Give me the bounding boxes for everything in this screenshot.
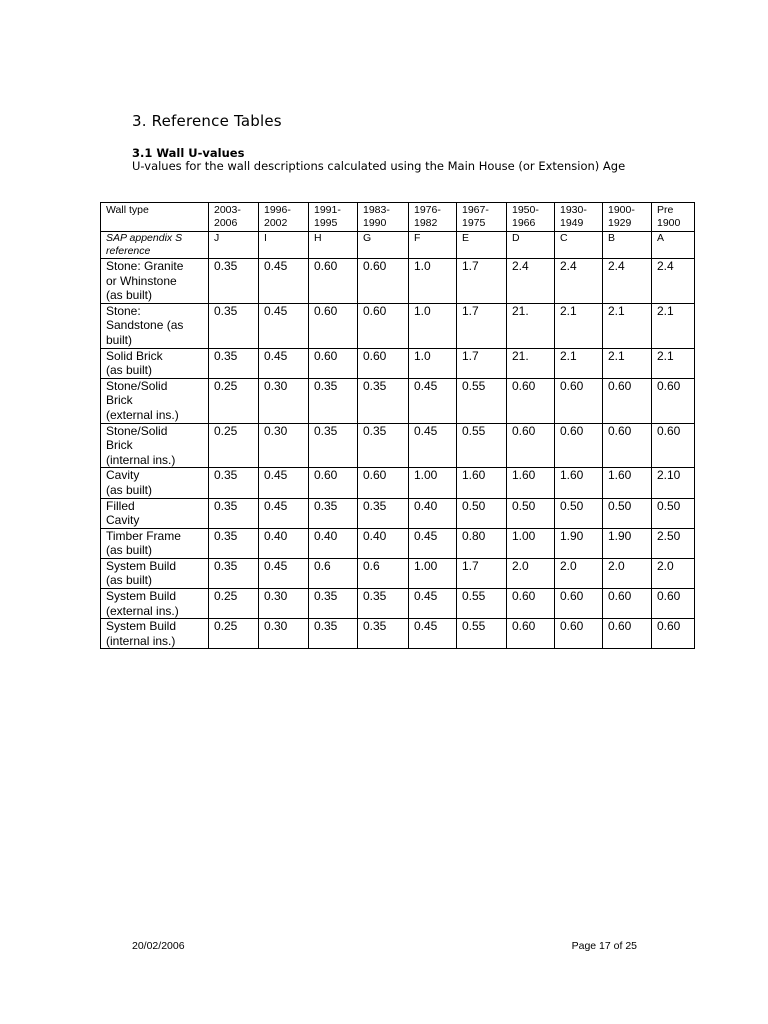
- u-value-cell: 0.60: [507, 423, 555, 468]
- u-value-cell: 0.35: [209, 303, 259, 348]
- u-value-cell: 0.80: [457, 528, 507, 558]
- header-period-line: 1900-: [608, 204, 635, 216]
- header-period-line: 1995: [314, 217, 338, 229]
- u-value-cell: 0.35: [209, 498, 259, 528]
- wall-type-label-line: Stone:: [106, 303, 141, 318]
- header-period-line: 1967-: [462, 204, 489, 216]
- wall-type-label-line: Brick: [106, 393, 133, 408]
- u-value-cell: 0.50: [652, 498, 695, 528]
- u-value-cell: 0.60: [603, 589, 652, 619]
- header-period: [652, 203, 695, 232]
- wall-type-cell: [101, 232, 209, 259]
- u-value-cell: 0.35: [209, 348, 259, 378]
- u-value-cell: 0.35: [309, 498, 358, 528]
- u-value-cell: 0.35: [309, 378, 358, 423]
- u-value-cell: 0.6: [358, 558, 409, 588]
- header-period-line: 1975: [462, 217, 486, 229]
- wall-type-cell: [101, 498, 209, 528]
- u-value-cell: 0.25: [209, 589, 259, 619]
- u-value-cell: 2.4: [652, 259, 695, 304]
- u-value-cell: 1.00: [409, 468, 457, 498]
- wall-type-cell: [101, 589, 209, 619]
- u-value-cell: 0.30: [259, 619, 309, 649]
- u-value-cell: C: [555, 232, 603, 259]
- wall-type-label-line: (as built): [106, 573, 153, 588]
- header-period-line: 2003-: [214, 204, 241, 216]
- header-period-line: 2002: [264, 217, 288, 229]
- u-value-cell: 0.30: [259, 589, 309, 619]
- header-period-line: 1949: [560, 217, 584, 229]
- u-value-cell: 1.00: [409, 558, 457, 588]
- u-value-cell: 0.35: [309, 589, 358, 619]
- u-value-cell: 2.1: [603, 303, 652, 348]
- u-value-cell: 0.35: [209, 259, 259, 304]
- u-value-cell: 2.4: [507, 259, 555, 304]
- header-period: [409, 203, 457, 232]
- u-value-cell: 2.1: [555, 348, 603, 378]
- wall-type-label-line: Filled: [106, 498, 135, 513]
- u-value-cell: 0.60: [309, 259, 358, 304]
- u-value-cell: 1.0: [409, 259, 457, 304]
- u-value-cell: 1.0: [409, 303, 457, 348]
- wall-type-label-line: (as built): [106, 288, 153, 303]
- u-value-cell: 0.35: [358, 423, 409, 468]
- u-value-cell: 0.45: [259, 303, 309, 348]
- wall-type-label-line: Cavity: [106, 513, 140, 528]
- wall-u-values-table: [100, 202, 695, 649]
- wall-type-cell: [101, 378, 209, 423]
- u-value-cell: 0.55: [457, 423, 507, 468]
- wall-type-label-line: System Build: [106, 589, 177, 604]
- wall-type-label-line: (internal ins.): [106, 633, 176, 648]
- header-period: [457, 203, 507, 232]
- u-value-cell: D: [507, 232, 555, 259]
- u-value-cell: 0.35: [309, 423, 358, 468]
- wall-type-label-line: Stone/Solid: [106, 423, 168, 438]
- u-value-cell: 0.60: [555, 378, 603, 423]
- u-value-cell: 0.60: [652, 378, 695, 423]
- wall-type-label-line: built): [106, 332, 133, 347]
- wall-type-cell: [101, 528, 209, 558]
- wall-type-cell: [101, 468, 209, 498]
- wall-type-label-line: System Build: [106, 558, 177, 573]
- u-value-cell: 0.40: [259, 528, 309, 558]
- u-value-cell: 21.: [507, 348, 555, 378]
- header-wall-type: [101, 203, 209, 232]
- wall-type-cell: [101, 348, 209, 378]
- header-period: [358, 203, 409, 232]
- u-value-cell: 0.60: [309, 348, 358, 378]
- u-value-cell: H: [309, 232, 358, 259]
- u-value-cell: 0.60: [555, 423, 603, 468]
- header-period: [555, 203, 603, 232]
- u-value-cell: 0.60: [358, 259, 409, 304]
- u-value-cell: 2.4: [555, 259, 603, 304]
- wall-type-label-line: or Whinstone: [106, 273, 177, 288]
- table-row: [101, 303, 695, 348]
- u-value-cell: 0.45: [409, 528, 457, 558]
- table-header-row: [101, 203, 695, 232]
- wall-type-label-line: reference: [106, 245, 151, 257]
- u-value-cell: 1.60: [603, 468, 652, 498]
- u-value-cell: I: [259, 232, 309, 259]
- u-value-cell: 0.55: [457, 589, 507, 619]
- u-value-cell: 0.60: [507, 378, 555, 423]
- header-period: [259, 203, 309, 232]
- u-value-cell: 1.7: [457, 259, 507, 304]
- header-period-line: 1929: [608, 217, 632, 229]
- u-value-cell: 0.30: [259, 378, 309, 423]
- u-value-cell: 0.35: [209, 528, 259, 558]
- wall-type-label-line: Stone/Solid: [106, 378, 168, 393]
- header-period-line: Pre: [657, 204, 674, 216]
- table-row: [101, 528, 695, 558]
- table-row: [101, 498, 695, 528]
- table-description: U-values for the wall descriptions calculated using the Main House (or Extension) Age: [132, 159, 626, 173]
- wall-type-label-line: (as built): [106, 543, 153, 558]
- u-value-cell: 0.60: [358, 468, 409, 498]
- table-row: [101, 589, 695, 619]
- u-value-cell: 0.60: [603, 619, 652, 649]
- u-value-cell: 0.45: [409, 619, 457, 649]
- footer-page-number: Page 17 of 25: [571, 940, 637, 952]
- header-period-line: 1900: [657, 217, 681, 229]
- u-value-cell: 0.45: [259, 558, 309, 588]
- u-value-cell: 0.55: [457, 619, 507, 649]
- table-row: [101, 378, 695, 423]
- wall-type-cell: [101, 423, 209, 468]
- u-value-cell: B: [603, 232, 652, 259]
- u-value-cell: 2.0: [507, 558, 555, 588]
- header-period-line: 1976-: [414, 204, 441, 216]
- u-value-cell: 0.60: [652, 423, 695, 468]
- u-value-cell: 0.40: [409, 498, 457, 528]
- wall-type-label-line: (external ins.): [106, 407, 179, 422]
- header-period-line: 1991-: [314, 204, 341, 216]
- u-value-cell: 0.35: [309, 619, 358, 649]
- u-value-cell: 1.60: [555, 468, 603, 498]
- u-value-cell: 2.1: [603, 348, 652, 378]
- header-period-line: 1983-: [363, 204, 390, 216]
- wall-type-label-line: Stone: Granite: [106, 259, 184, 273]
- u-value-cell: 0.60: [555, 589, 603, 619]
- u-value-cell: 0.45: [259, 468, 309, 498]
- header-period-line: 2006: [214, 217, 238, 229]
- header-wall-type-label: Wall type: [106, 204, 149, 216]
- table-row: [101, 468, 695, 498]
- u-value-cell: 0.50: [457, 498, 507, 528]
- header-period-line: 1950-: [512, 204, 539, 216]
- header-period: [309, 203, 358, 232]
- u-value-cell: 1.90: [555, 528, 603, 558]
- footer-date: 20/02/2006: [132, 940, 185, 952]
- u-value-cell: 2.0: [652, 558, 695, 588]
- header-period-line: 1990: [363, 217, 387, 229]
- section-title: 3. Reference Tables: [132, 112, 282, 130]
- wall-type-cell: [101, 303, 209, 348]
- u-value-cell: 0.25: [209, 423, 259, 468]
- u-value-cell: 0.60: [309, 468, 358, 498]
- u-value-cell: 0.60: [358, 303, 409, 348]
- u-value-cell: 0.60: [652, 619, 695, 649]
- wall-type-label-line: System Build: [106, 619, 177, 634]
- u-value-cell: A: [652, 232, 695, 259]
- u-value-cell: 2.1: [555, 303, 603, 348]
- u-value-cell: 0.45: [259, 498, 309, 528]
- wall-type-label-line: (internal ins.): [106, 452, 176, 467]
- u-value-cell: 0.50: [555, 498, 603, 528]
- u-value-cell: 0.35: [358, 589, 409, 619]
- wall-type-label-line: (as built): [106, 482, 153, 497]
- u-value-cell: 0.55: [457, 378, 507, 423]
- wall-type-cell: [101, 259, 209, 304]
- u-value-cell: 2.4: [603, 259, 652, 304]
- table-row: [101, 232, 695, 259]
- u-value-cell: 0.35: [209, 558, 259, 588]
- header-period-line: 1966: [512, 217, 536, 229]
- header-period: [507, 203, 555, 232]
- u-value-cell: 0.30: [259, 423, 309, 468]
- u-value-cell: 0.40: [309, 528, 358, 558]
- u-value-cell: E: [457, 232, 507, 259]
- wall-type-label-line: Cavity: [106, 468, 140, 483]
- u-value-cell: 0.60: [507, 619, 555, 649]
- u-value-cell: 0.60: [555, 619, 603, 649]
- u-value-cell: 1.00: [507, 528, 555, 558]
- u-value-cell: F: [409, 232, 457, 259]
- u-value-cell: 2.0: [603, 558, 652, 588]
- wall-type-label-line: SAP appendix S: [106, 232, 183, 244]
- table-row: [101, 348, 695, 378]
- wall-type-label-line: Brick: [106, 438, 133, 453]
- u-value-cell: 0.35: [209, 468, 259, 498]
- u-value-cell: 0.60: [358, 348, 409, 378]
- wall-type-label-line: Timber Frame: [106, 528, 181, 543]
- u-value-cell: 1.90: [603, 528, 652, 558]
- u-value-cell: 0.45: [409, 378, 457, 423]
- u-value-cell: 0.60: [603, 423, 652, 468]
- u-value-cell: 1.60: [457, 468, 507, 498]
- u-value-cell: 21.: [507, 303, 555, 348]
- u-value-cell: 0.50: [603, 498, 652, 528]
- wall-type-label-line: (external ins.): [106, 603, 179, 618]
- u-value-cell: 0.50: [507, 498, 555, 528]
- u-value-cell: 0.6: [309, 558, 358, 588]
- u-value-cell: 2.50: [652, 528, 695, 558]
- u-value-cell: 0.25: [209, 378, 259, 423]
- u-value-cell: 0.60: [309, 303, 358, 348]
- wall-type-cell: [101, 558, 209, 588]
- wall-type-label-line: Solid Brick: [106, 348, 163, 363]
- table-row: [101, 423, 695, 468]
- wall-type-cell: [101, 619, 209, 649]
- u-value-cell: 1.7: [457, 348, 507, 378]
- wall-type-label-line: (as built): [106, 363, 153, 378]
- header-period-line: 1996-: [264, 204, 291, 216]
- u-value-cell: 0.35: [358, 498, 409, 528]
- u-value-cell: 1.0: [409, 348, 457, 378]
- header-period-line: 1930-: [560, 204, 587, 216]
- u-value-cell: 2.0: [555, 558, 603, 588]
- u-value-cell: 1.60: [507, 468, 555, 498]
- u-value-cell: 1.7: [457, 303, 507, 348]
- u-value-cell: 0.60: [507, 589, 555, 619]
- u-value-cell: 2.1: [652, 303, 695, 348]
- u-value-cell: 0.40: [358, 528, 409, 558]
- u-value-cell: 2.1: [652, 348, 695, 378]
- u-value-cell: 0.45: [259, 259, 309, 304]
- table-body: [101, 232, 695, 649]
- table-row: [101, 259, 695, 304]
- u-value-cell: 0.35: [358, 378, 409, 423]
- u-value-cell: 2.10: [652, 468, 695, 498]
- u-value-cell: 0.60: [652, 589, 695, 619]
- u-value-cell: 0.45: [409, 423, 457, 468]
- u-value-cell: 0.25: [209, 619, 259, 649]
- header-period-line: 1982: [414, 217, 438, 229]
- u-value-cell: 1.7: [457, 558, 507, 588]
- u-value-cell: 0.60: [603, 378, 652, 423]
- table-row: [101, 619, 695, 649]
- header-period: [209, 203, 259, 232]
- table-row: [101, 558, 695, 588]
- u-value-cell: 0.35: [358, 619, 409, 649]
- u-value-cell: G: [358, 232, 409, 259]
- header-period: [603, 203, 652, 232]
- u-value-cell: 0.45: [409, 589, 457, 619]
- wall-type-label-line: Sandstone (as: [106, 318, 184, 333]
- u-value-cell: 0.45: [259, 348, 309, 378]
- u-value-cell: J: [209, 232, 259, 259]
- subsection-title: 3.1 Wall U-values: [132, 146, 245, 160]
